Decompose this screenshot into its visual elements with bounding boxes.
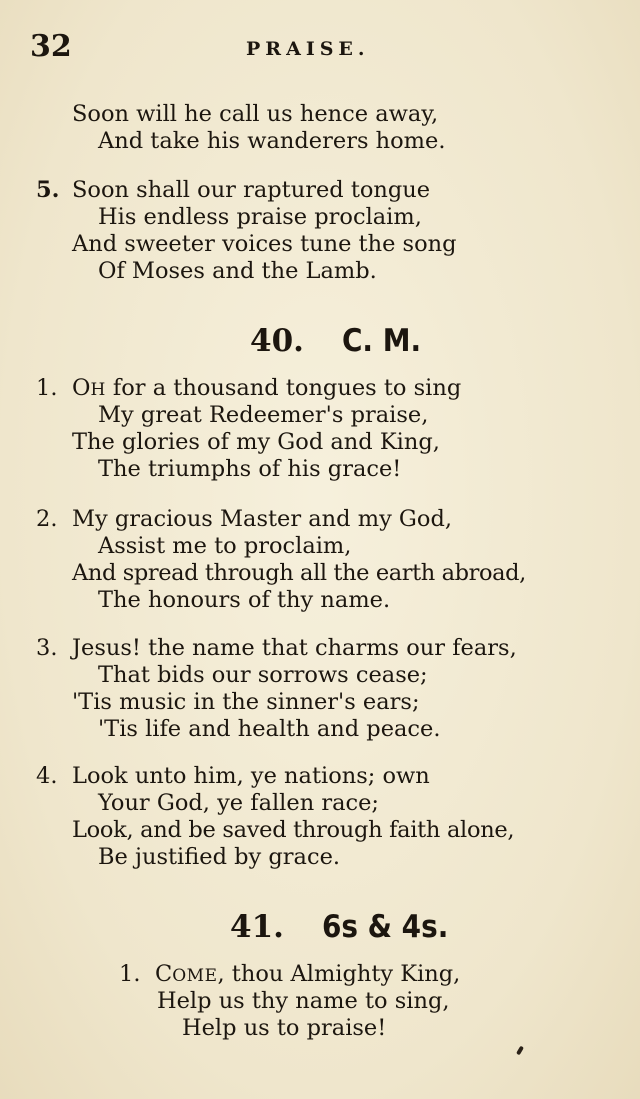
verse-line: The honours of thy name. (98, 587, 391, 613)
verse-line: Look, and be saved through faith alone, (72, 817, 515, 843)
hymn-heading (250, 323, 422, 359)
verse-line (155, 963, 460, 986)
verse-line: Assist me to proclaim, (98, 533, 352, 559)
verse-line: The glories of my God and King, (72, 429, 440, 455)
verse-number: 5. (36, 177, 60, 203)
hymn-number: 40. (250, 323, 304, 359)
verse-line: Help us thy name to sing, (157, 988, 450, 1014)
verse-line: And spread through all the earth abroad, (72, 560, 526, 586)
hymn-heading (230, 909, 449, 945)
verse-line: 'Tis music in the sinner's ears; (72, 689, 420, 715)
verse-line: 'Tis life and health and peace. (98, 716, 441, 742)
running-title: PRAISE. (246, 38, 370, 60)
drop-cap: C (155, 961, 173, 987)
hymn-meter: 6s & 4s. (321, 909, 449, 945)
verse-line: Help us to praise! (182, 1015, 387, 1041)
verse-line: Be justified by grace. (98, 844, 341, 870)
page-number: 32 (30, 29, 72, 64)
continuation-line-2: And take his wanderers home. (98, 128, 446, 154)
verse-line: That bids our sorrows cease; (98, 662, 428, 688)
continuation-line-1: Soon will he call us hence away, (72, 101, 439, 127)
verse-line (72, 377, 461, 400)
verse-line: Your God, ye fallen race; (98, 790, 380, 816)
verse-line: Soon shall our raptured tongue (72, 177, 431, 203)
verse-line: The triumphs of his grace! (98, 456, 402, 482)
hymn-number: 41. (230, 909, 284, 945)
verse-line: His endless praise proclaim, (98, 204, 422, 230)
verse-number: 4. (36, 763, 58, 789)
verse-number: 1. (36, 375, 58, 401)
first-line-rest: , thou Almighty King, (217, 961, 461, 987)
hymn-meter: C. M. (341, 323, 422, 359)
verse-line: Look unto him, ye nations; own (72, 763, 430, 789)
ink-speck (516, 1046, 524, 1056)
small-caps: OME (172, 966, 218, 986)
drop-cap: O (72, 375, 91, 401)
verse-number: 2. (36, 506, 58, 532)
verse-line: Of Moses and the Lamb. (98, 258, 377, 284)
verse-line: My great Redeemer's praise, (98, 402, 429, 428)
verse-number: 3. (36, 635, 58, 661)
first-line-rest: for a thousand tongues to sing (105, 375, 462, 401)
small-caps: H (90, 380, 106, 400)
verse-line: And sweeter voices tune the song (72, 231, 457, 257)
verse-line: Jesus! the name that charms our fears, (72, 635, 517, 661)
verse-line: My gracious Master and my God, (72, 506, 453, 532)
verse-number: 1. (119, 961, 141, 987)
